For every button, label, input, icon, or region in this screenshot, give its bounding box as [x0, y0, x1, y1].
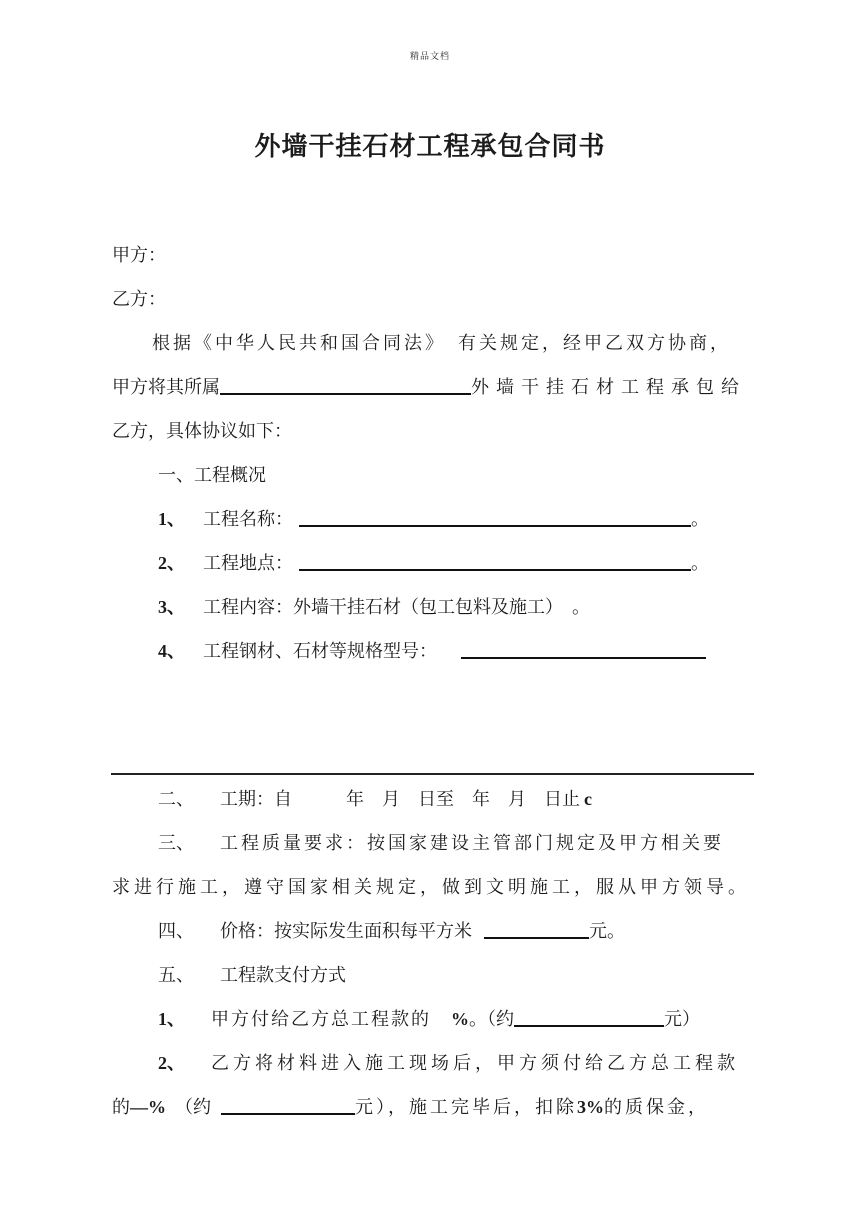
price-number: 四、 [158, 921, 194, 941]
payment-2-l2-text-3: 元），施工完毕后，扣除 [355, 1097, 577, 1117]
overview-item-4 [112, 629, 754, 673]
payment-2-retention-percent: 3% [577, 1097, 604, 1117]
overview-heading-text: 一、工程概况 [158, 465, 266, 485]
item-2-number: 2、 [158, 553, 185, 573]
item-3-text: 工程内容：外墙干挂石材（包工包料及施工） 。 [203, 597, 590, 617]
payment-1-text-1: 甲方付给乙方总工程款的 [211, 1009, 451, 1029]
party-b-line [112, 277, 754, 321]
item-4-number: 4、 [158, 641, 185, 661]
payment-2-text-1: 乙方将材料进入施工现场后，甲方须付给乙方总工程款 [211, 1053, 739, 1073]
payment-1-number: 1、 [158, 1009, 185, 1029]
preamble-line-1 [112, 321, 754, 365]
duration-text: 工期：自 年 月 日至 年 月 日止 [220, 789, 580, 809]
payment-2-dash-percent: —% [130, 1097, 166, 1117]
preamble-text-1: 根据《中华人民共和国合同法》 有关规定，经甲乙双方协商， [152, 333, 731, 353]
preamble-text-2-suffix: 外墙干挂石材工程承包给 [471, 377, 746, 397]
payment-item-1 [112, 997, 754, 1041]
item-3-number: 3、 [158, 597, 185, 617]
section-duration-line [112, 777, 754, 821]
blank-material-spec [461, 641, 706, 659]
payment-2-l2-text-4: 的质保金， [604, 1097, 709, 1117]
payment-1-text-2: 。（约 [469, 1009, 514, 1029]
payment-2-l2-text-2: （约 [166, 1097, 211, 1117]
item-1-label: 工程名称： [203, 509, 293, 529]
overview-item-1 [112, 497, 754, 541]
payment-1-percent: % [451, 1009, 469, 1029]
party-b-label: 乙方： [112, 289, 166, 309]
document-body [112, 233, 754, 1129]
blank-owner-property [220, 377, 471, 395]
duration-number: 二、 [158, 789, 194, 809]
payment-item-2-line-2 [112, 1085, 754, 1129]
preamble-line-2 [112, 365, 754, 409]
quality-text-1: 工程质量要求：按国家建设主管部门规定及甲方相关要 [220, 833, 724, 853]
preamble-text-2-prefix: 甲方将其所属 [112, 377, 220, 397]
item-1-number: 1、 [158, 509, 185, 529]
quality-text-2: 求进行施工，遵守国家相关规定，做到文明施工，服从甲方领导。 [112, 877, 750, 897]
payment-2-number: 2、 [158, 1053, 185, 1073]
payment-2-l2-text-1: 的 [112, 1097, 130, 1117]
price-suffix: 元。 [589, 921, 625, 941]
overview-item-2 [112, 541, 754, 585]
section-payment-heading [112, 953, 754, 997]
payment-item-2-line-1 [112, 1041, 754, 1085]
quality-number: 三、 [158, 833, 194, 853]
price-label: 价格：按实际发生面积每平方米 [220, 921, 472, 941]
page-break-gap [112, 673, 754, 773]
party-a-line [112, 233, 754, 277]
document-title: 外墙干挂石材工程承包合同书 [254, 132, 606, 161]
section-overview-heading [112, 453, 754, 497]
blank-payment-2-amount [221, 1097, 355, 1115]
page-break-rule [111, 773, 754, 775]
section-quality-line-1 [112, 821, 754, 865]
blank-unit-price [484, 921, 589, 939]
blank-payment-1-amount [514, 1009, 664, 1027]
payment-1-text-3: 元） [664, 1009, 700, 1029]
duration-tail: c [584, 789, 592, 809]
item-4-label: 工程钢材、石材等规格型号： [203, 641, 437, 661]
party-a-label: 甲方： [112, 245, 166, 265]
section-quality-line-2 [112, 865, 754, 909]
section-price-line [112, 909, 754, 953]
blank-project-location [299, 553, 691, 571]
watermark-text: 精品文档 [409, 51, 450, 61]
item-2-suffix: 。 [691, 553, 709, 573]
payment-heading-number: 五、 [158, 965, 194, 985]
overview-item-3 [112, 585, 754, 629]
item-1-suffix: 。 [691, 509, 709, 529]
blank-project-name [299, 509, 691, 527]
payment-heading-text: 工程款支付方式 [220, 965, 346, 985]
item-2-label: 工程地点： [203, 553, 293, 573]
preamble-text-3: 乙方，具体协议如下： [112, 421, 292, 441]
preamble-line-3 [112, 409, 754, 453]
